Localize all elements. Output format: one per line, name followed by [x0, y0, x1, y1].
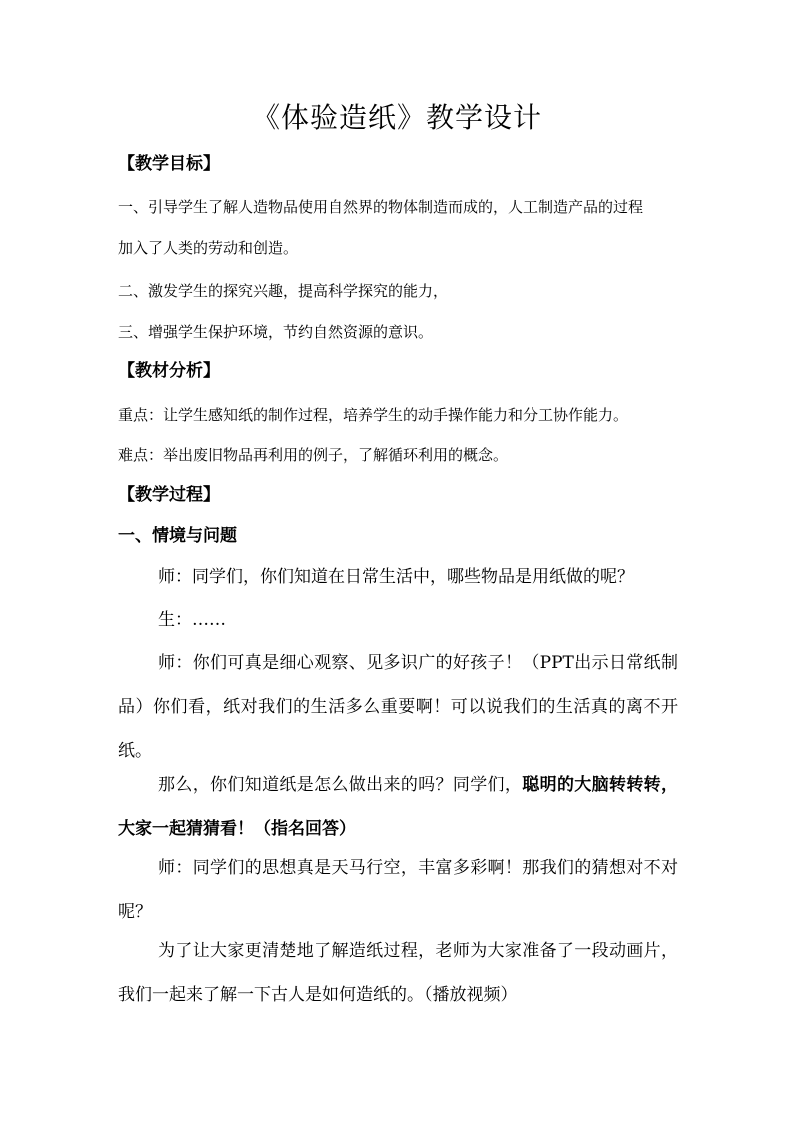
section-heading-process: 【教学过程】	[118, 485, 220, 505]
goal-item-2: 二、激发学生的探究兴趣，提高科学探究的能力，	[118, 282, 449, 300]
section-heading-goals: 【教学目标】	[118, 154, 220, 174]
document-title: 《体验造纸》教学设计	[251, 101, 542, 134]
paragraph-teacher-question: 师：同学们，你们知道在日常生活中，哪些物品是用纸做的呢？	[158, 567, 634, 587]
paragraph-teacher-praise: 师：你们可真是细心观察、见多识广的好孩子！（PPT出示日常纸制品）你们看，纸对我们的生活多么重要啊！可以说我们的生活真的离不开纸。	[118, 653, 678, 761]
goal-item-3: 三、增强学生保护环境，节约自然资源的意识。	[118, 323, 434, 341]
paragraph-how-paper-made	[118, 763, 678, 851]
section-heading-analysis: 【教材分析】	[118, 361, 220, 381]
paragraph-video-intro: 为了让大家更清楚地了解造纸过程，老师为大家准备了一段动画片，我们一起来了解一下古人是如何造纸的。（播放视频）	[118, 941, 678, 1005]
process-part1-title: 一、情境与问题	[118, 526, 237, 546]
analysis-difficulty: 难点：举出废旧物品再利用的例子，了解循环利用的概念。	[118, 446, 509, 464]
paragraph-student-answer: 生：……	[158, 610, 226, 630]
goal-item-1-continued: 加入了人类的劳动和创造。	[118, 239, 299, 257]
paragraph-how-paper-made-text: 那么，你们知道纸是怎么做出来的吗？同学们，	[158, 775, 523, 795]
analysis-key-point: 重点：让学生感知纸的制作过程，培养学生的动手操作能力和分工协作能力。	[118, 406, 629, 424]
paragraph-teacher-guess: 师：同学们的思想真是天马行空，丰富多彩啊！那我们的猜想对不对呢？	[118, 858, 678, 922]
goal-item-1: 一、引导学生了解人造物品使用自然界的物体制造而成的，人工制造产品的过程	[118, 198, 644, 216]
paragraph-how-paper-made-bold: 聪明的大脑转转转，大家一起猜猜看！（指名回答）	[118, 775, 679, 839]
